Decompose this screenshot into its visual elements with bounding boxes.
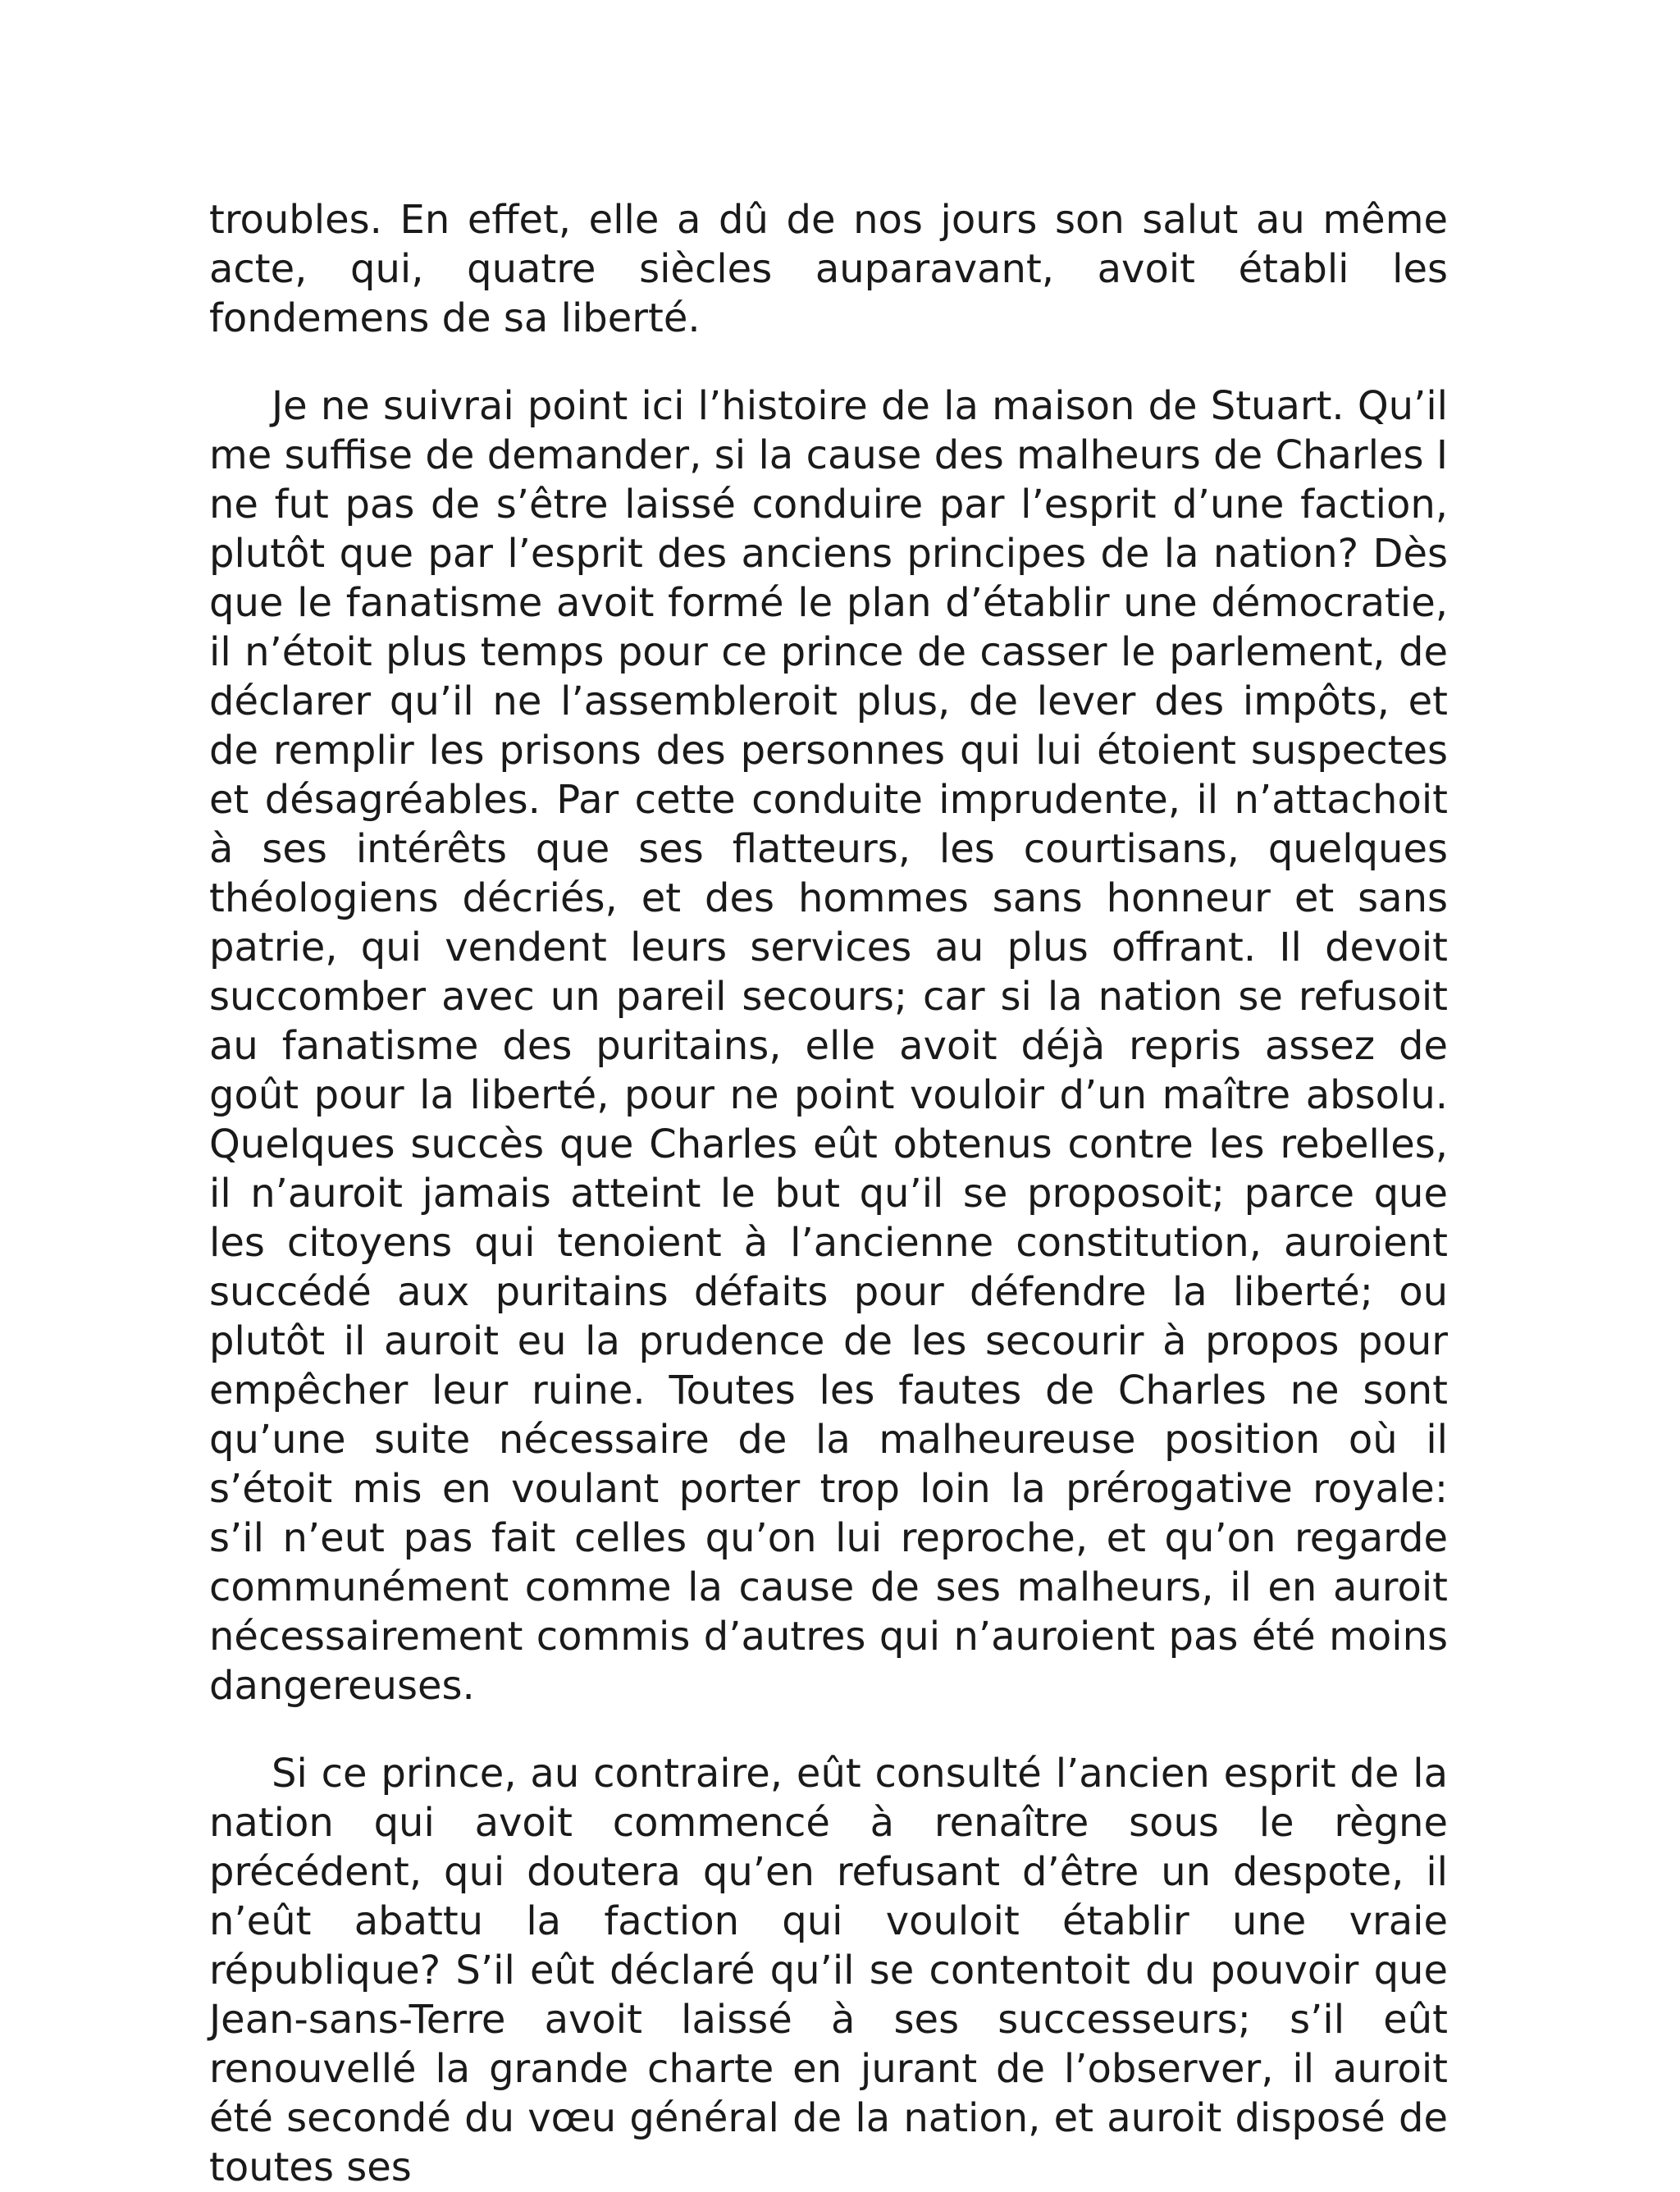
paragraph-prince: Si ce prince, au contraire, eût consulté l’ancien esprit de la nation qui avoit commencé à renaître sous le règne précédent, qui doutera qu’en refusant d’être un despote, il n’eût abattu la faction qui vouloit établir une vraie république? S’il eût déclaré qu’il se contentoit du pouvoir que Jean-sans-Terre avoit laissé à ses successeurs; s’il eût renouvellé la grande charte en jurant de l’observer, il auroit été secondé du vœu général de la nation, et auroit disposé de toutes ses bbox=[209, 1751, 1448, 2190]
paragraph-stuart: Je ne suivrai point ici l’histoire de la maison de Stuart. Qu’il me suffise de demander, si la cause des malheurs de Charles I ne fut pas de s’être laissé conduire par l’esprit d’une faction, plutôt que par l’esprit des anciens principes de la nation? Dès que le fanatisme avoit formé le plan d’établir une démocratie, il n’étoit plus temps pour ce prince de casser le parlement, de déclarer qu’il ne l’assembleroit plus, de lever des impôts, et de remplir les prisons des personnes qui lui étoient suspectes et désagréables. Par cette conduite imprudente, il n’attachoit à ses intérêts que ses flatteurs, les courtisans, quelques théologiens décriés, et des hommes sans honneur et sans patrie, qui vendent leurs services au plus offrant. Il devoit succomber avec un pareil secours; car si la nation se refusoit au fanatisme des puritains, elle avoit déjà repris assez de goût pour la liberté, pour ne point vouloir d’un maître absolu. Quelques succès que Charles eût obtenus contre les rebelles, il n’auroit jamais atteint le but qu’il se proposoit; parce que les citoyens qui tenoient à l’ancienne constitution, auroient succédé aux puritains défaits pour défendre la liberté; ou plutôt il auroit eu la prudence de les secourir à propos pour empêcher leur ruine. Toutes les fautes de Charles ne sont qu’une suite nécessaire de la malheureuse position où il s’étoit mis en voulant porter trop loin la prérogative royale: s’il n’eut pas fait celles qu’on lui reproche, et qu’on regarde communément comme la cause de ses malheurs, il en auroit nécessairement commis d’autres qui n’auroient pas été moins dangereuses. bbox=[209, 383, 1448, 1709]
paragraph-continuation: troubles. En effet, elle a dû de nos jours son salut au même acte, qui, quatre siècles auparavant, avoit établi les fondemens de sa liberté. bbox=[209, 197, 1448, 341]
document-page bbox=[209, 195, 1448, 2192]
